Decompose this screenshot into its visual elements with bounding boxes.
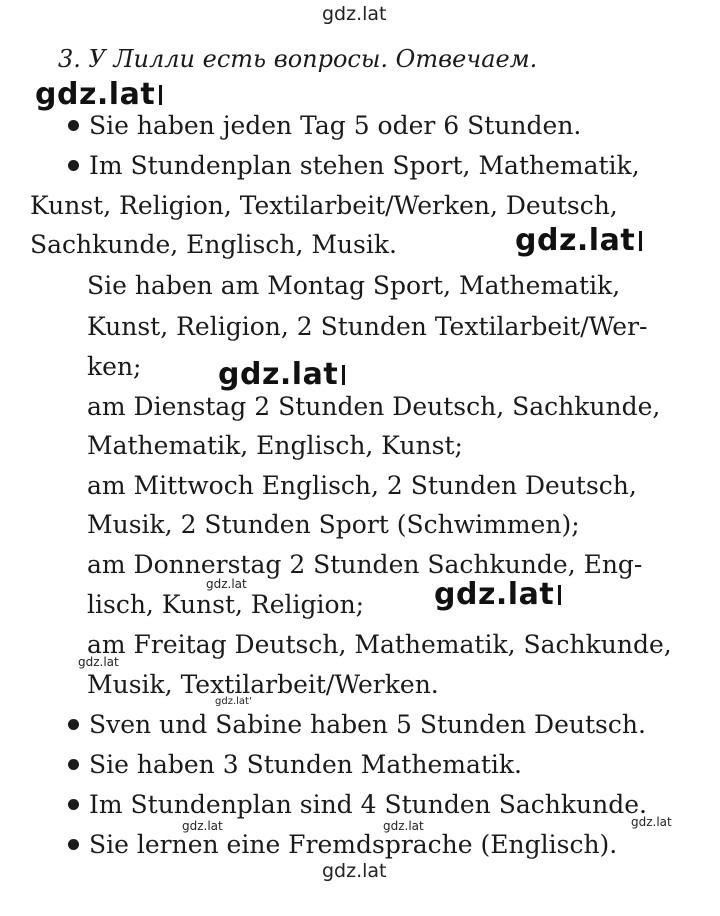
watermark-top: gdz.lat bbox=[322, 3, 387, 25]
watermark-small-5: gdz.lat bbox=[383, 819, 424, 833]
watermark-small-3: gdz.lat' bbox=[215, 696, 252, 707]
answer-line-14: am Freitag Deutsch, Mathematik, Sachkunde, bbox=[87, 630, 672, 659]
answer-line-15: Musik, Textilarbeit/Werken. bbox=[87, 670, 439, 699]
answer-line-1: Sie haben jeden Tag 5 oder 6 Stunden. bbox=[68, 113, 581, 138]
answer-line-18: Im Stundenplan sind 4 Stunden Sachkunde. bbox=[68, 792, 647, 817]
answer-line-17: Sie haben 3 Stunden Mathematik. bbox=[68, 752, 522, 777]
answer-line-2: Im Stundenplan stehen Sport, Mathematik, bbox=[68, 153, 640, 178]
answer-line-7: ken; bbox=[87, 352, 142, 381]
watermark-small-1: gdz.lat bbox=[206, 577, 247, 591]
watermark-large-1: gdz.lat bbox=[35, 80, 162, 110]
watermark-small-2: gdz.lat bbox=[78, 655, 119, 669]
watermark-bottom: gdz.lat bbox=[322, 860, 387, 882]
answer-line-6: Kunst, Religion, 2 Stunden Textilarbeit/Wer- bbox=[87, 312, 648, 341]
answer-line-11: Musik, 2 Stunden Sport (Schwimmen); bbox=[87, 510, 580, 539]
watermark-small-6: gdz.lat bbox=[631, 815, 672, 829]
watermark-large-4: gdz.lat bbox=[434, 580, 561, 610]
answer-line-16: Sven und Sabine haben 5 Stunden Deutsch. bbox=[68, 712, 646, 737]
answer-line-13: lisch, Kunst, Religion; bbox=[87, 590, 365, 619]
answer-line-4: Sachkunde, Englisch, Musik. bbox=[30, 230, 397, 259]
answer-line-8: am Dienstag 2 Stunden Deutsch, Sachkunde, bbox=[87, 392, 661, 421]
answer-line-12: am Donnerstag 2 Stunden Sachkunde, Eng- bbox=[87, 550, 643, 579]
answer-line-10: am Mittwoch Englisch, 2 Stunden Deutsch, bbox=[87, 471, 637, 500]
watermark-small-4: gdz.lat bbox=[182, 819, 223, 833]
watermark-large-2: gdz.lat bbox=[515, 226, 642, 256]
exercise-heading: 3. У Лилли есть вопросы. Отвечаем. bbox=[58, 45, 538, 73]
answer-line-5: Sie haben am Montag Sport, Mathematik, bbox=[87, 271, 621, 300]
answer-line-19: Sie lernen eine Fremdsprache (Englisch). bbox=[68, 832, 617, 857]
answer-line-9: Mathematik, Englisch, Kunst; bbox=[87, 431, 463, 460]
watermark-large-3: gdz.lat bbox=[218, 360, 345, 390]
answer-line-3: Kunst, Religion, Textilarbeit/Werken, Deutsch, bbox=[30, 191, 618, 220]
